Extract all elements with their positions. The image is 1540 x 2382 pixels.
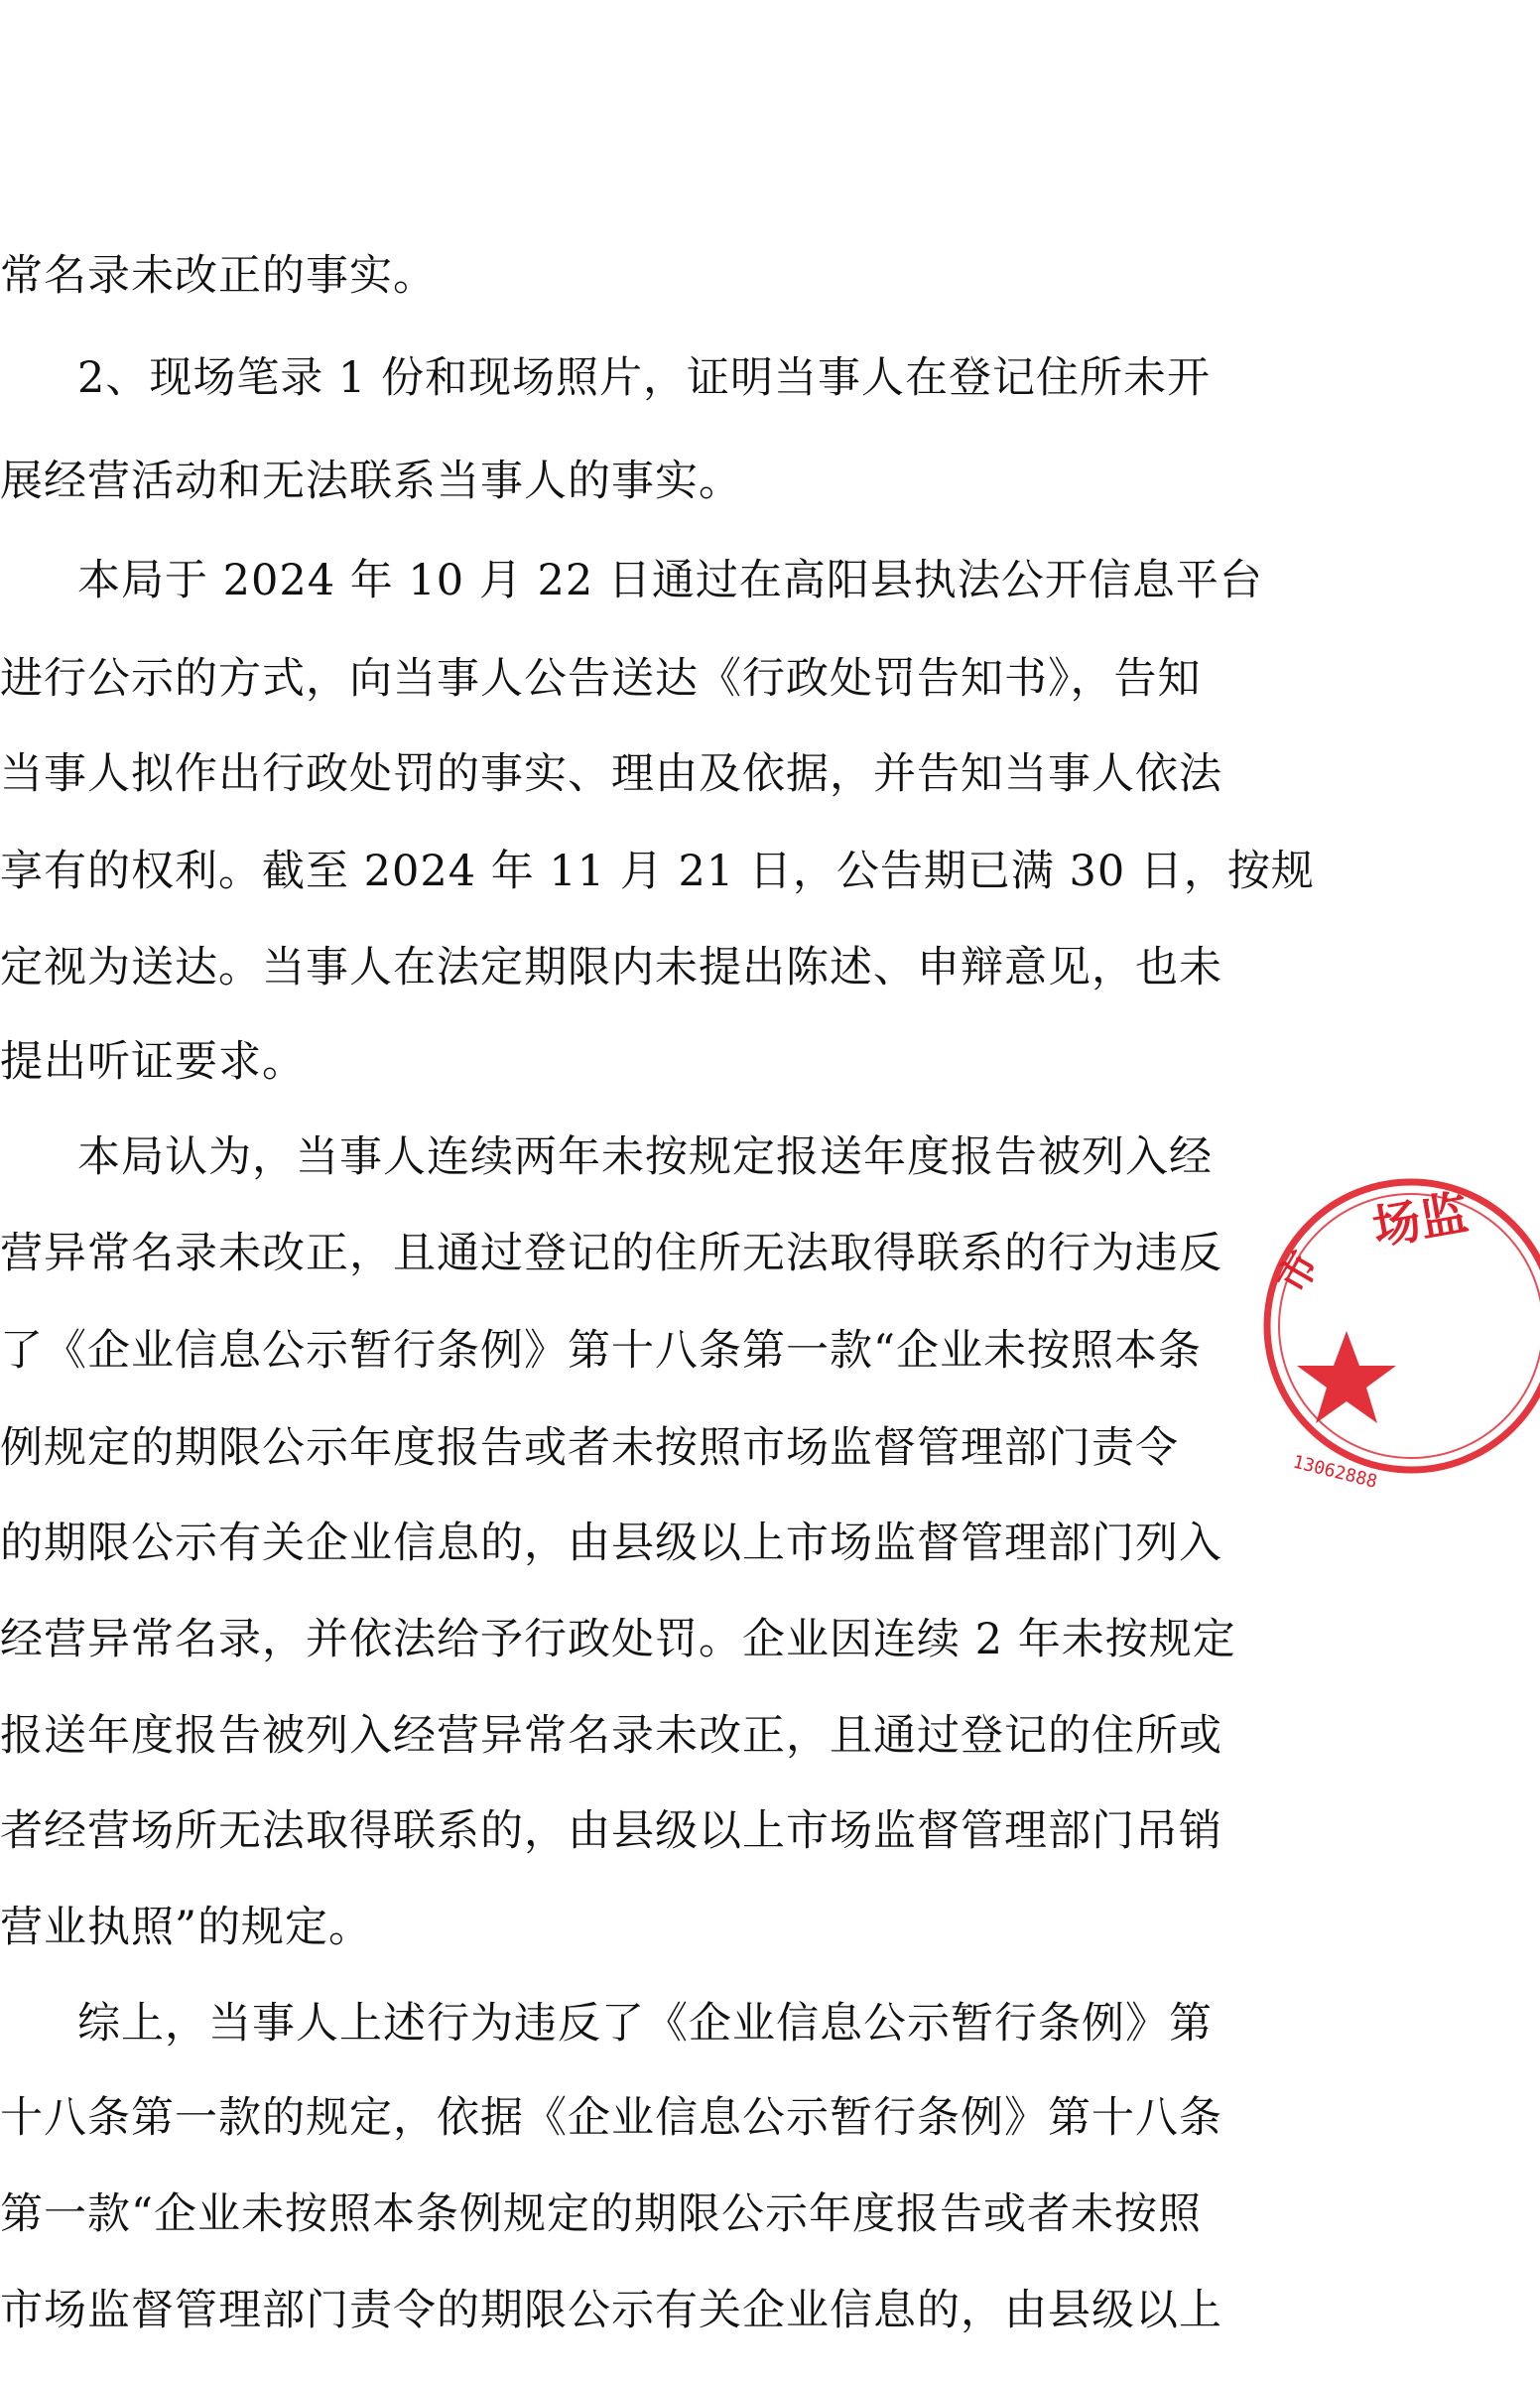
- text-line-19: 综上，当事人上述行为违反了《企业信息公示暂行条例》第: [77, 1999, 1213, 2049]
- text-line-21: 第一款“企业未按照本条例规定的期限公示年度报告或者未按照: [0, 2189, 1202, 2239]
- text-line-12: 了《企业信息公示暂行条例》第十八条第一款“企业未按照本条: [0, 1326, 1202, 1376]
- text-line-17: 者经营场所无法取得联系的，由县级以上市场监督管理部门吊销: [0, 1806, 1222, 1856]
- seal-serial-number: 13062888: [1290, 1451, 1379, 1493]
- text-line-7: 享有的权利。截至 2024 年 11 月 21 日，公告期已满 30 日，按规: [0, 847, 1315, 896]
- text-line-22: 市场监督管理部门责令的期限公示有关企业信息的，由县级以上: [0, 2286, 1222, 2335]
- text-line-2: 2、现场笔录 1 份和现场照片，证明当事人在登记住所未开: [77, 353, 1212, 403]
- text-line-8: 定视为送达。当事人在法定期限内未提出陈述、申辩意见，也未: [0, 943, 1222, 992]
- text-line-5: 进行公示的方式，向当事人公告送达《行政处罚告知书》，告知: [0, 654, 1202, 704]
- text-line-9: 提出听证要求。: [0, 1037, 306, 1087]
- text-line-20: 十八条第一款的规定，依据《企业信息公示暂行条例》第十八条: [0, 2093, 1222, 2143]
- text-line-10: 本局认为，当事人连续两年未按规定报送年度报告被列入经: [77, 1132, 1213, 1182]
- seal-star-icon: [1297, 1331, 1396, 1423]
- seal-text-top: 场监: [1368, 1184, 1473, 1257]
- text-line-1: 常名录未改正的事实。: [0, 251, 437, 301]
- text-line-16: 报送年度报告被列入经营异常名录未改正，且通过登记的住所或: [0, 1711, 1222, 1761]
- text-line-15: 经营异常名录，并依法给予行政处罚。企业因连续 2 年未按规定: [0, 1615, 1236, 1664]
- seal-text-left: 市: [1268, 1244, 1329, 1301]
- text-line-6: 当事人拟作出行政处罚的事实、理由及依据，并告知当事人依法: [0, 749, 1222, 799]
- text-line-3: 展经营活动和无法联系当事人的事实。: [0, 457, 742, 506]
- text-line-4: 本局于 2024 年 10 月 22 日通过在高阳县执法公开信息平台: [77, 556, 1263, 605]
- text-line-18: 营业执照”的规定。: [0, 1903, 372, 1952]
- text-line-14: 的期限公示有关企业信息的，由县级以上市场监督管理部门列入: [0, 1519, 1222, 1568]
- text-line-11: 营异常名录未改正，且通过登记的住所无法取得联系的行为违反: [0, 1229, 1222, 1278]
- text-line-13: 例规定的期限公示年度报告或者未按照市场监督管理部门责令: [0, 1423, 1179, 1473]
- official-seal-stamp: [1252, 1167, 1540, 1505]
